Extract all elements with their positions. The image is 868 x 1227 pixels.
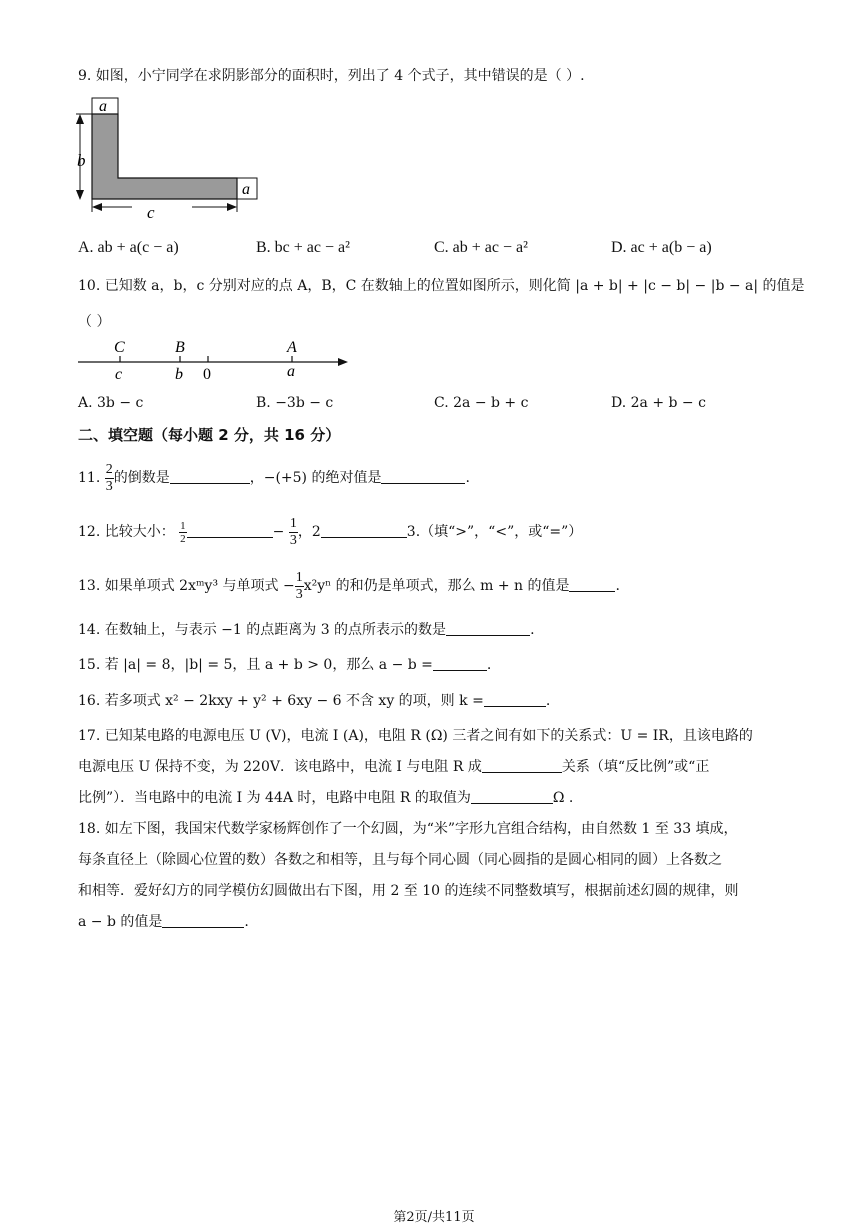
axis-label-a: a xyxy=(287,363,295,380)
q10-option-d: D. 2a + b − c xyxy=(611,395,706,411)
q18-line-4 xyxy=(78,912,249,932)
q11-number: 11. xyxy=(78,470,101,486)
q17-line-3b: Ω . xyxy=(552,790,574,806)
q15 xyxy=(78,655,491,675)
q17-line-3a: 比例”）．当电路中的电流 I 为 44A 时，电路中电阻 R 的取值为 xyxy=(78,790,471,806)
q16-blank[interactable] xyxy=(484,692,546,707)
q12-blank-1[interactable] xyxy=(187,523,273,538)
q17-line-1: 17. 已知某电路的电源电压 U (V)，电流 I (A)，电阻 R (Ω) 三者之间有如下的关系式：U = IR，且该电路的 xyxy=(78,728,753,744)
q12-frac1-den: 2 xyxy=(180,532,186,545)
q10-option-b: B. −3b − c xyxy=(256,395,334,411)
q14 xyxy=(78,620,535,640)
axis-label-b: b xyxy=(175,366,183,383)
q18-blank[interactable] xyxy=(162,913,244,928)
q18-line-4a: a − b 的值是 xyxy=(78,914,163,930)
q12-frac2-den: 3 xyxy=(289,532,297,548)
q17-blank-2[interactable] xyxy=(471,789,553,804)
q17-line-2 xyxy=(78,757,709,777)
q13-blank[interactable] xyxy=(569,577,615,592)
q11-part2: ，−(+5) 的绝对值是 xyxy=(249,470,382,486)
axis-label-B: B xyxy=(175,339,185,356)
q13-text2: x²yⁿ 的和仍是单项式，那么 m + n 的值是 xyxy=(303,578,570,594)
q15-text: 15. 若 |a| = 8，|b| = 5，且 a + b > 0，那么 a − b = xyxy=(78,657,433,673)
axis-label-A: A xyxy=(287,339,297,356)
q12-frac1-num: 1 xyxy=(180,519,186,532)
section-2-heading: 二、填空题（每小题 2 分，共 16 分） xyxy=(78,426,341,444)
q17-line-3 xyxy=(78,788,573,808)
q15-blank[interactable] xyxy=(433,656,487,671)
q13-frac-den: 3 xyxy=(295,586,303,602)
q12-minus: − xyxy=(272,524,285,540)
q9-stem: 9. 如图，小宁同学在求阴影部分的面积时，列出了 4 个式子，其中错误的是（ ）. xyxy=(78,68,585,84)
q14-end: . xyxy=(530,622,535,638)
q12-frac2-num: 1 xyxy=(289,515,297,531)
q13-text1: 13. 如果单项式 2xᵐy³ 与单项式 − xyxy=(78,578,295,594)
q16 xyxy=(78,691,550,711)
q12 xyxy=(78,514,582,550)
q9-label-a-right: a xyxy=(242,181,250,198)
q9-option-c: C. ab + ac − a² xyxy=(434,239,528,256)
axis-label-c: c xyxy=(115,366,123,383)
q15-end: . xyxy=(486,657,492,673)
q13-fraction xyxy=(295,570,304,603)
q12-end: 3.（填“>”，“<”，或“=”） xyxy=(406,524,583,540)
q11-blank-1[interactable] xyxy=(170,469,250,484)
q11-blank-2[interactable] xyxy=(381,469,465,484)
q18-line-3: 和相等．爱好幻方的同学模仿幻圆做出右下图，用 2 至 10 的连续不同整数填写，根据前述幻圆的规律，则 xyxy=(78,883,739,899)
q17-line-2a: 电源电压 U 保持不变，为 220V．该电路中，电流 I 与电阻 R 成 xyxy=(78,759,482,775)
q13-frac-num: 1 xyxy=(295,569,303,585)
q9-label-a-top: a xyxy=(99,98,107,115)
q11-end: . xyxy=(465,470,470,486)
q11-frac-den: 3 xyxy=(105,478,113,494)
q11-fraction xyxy=(105,462,114,495)
q14-blank[interactable] xyxy=(446,621,530,636)
q9-label-c: c xyxy=(147,203,155,222)
q18-end: . xyxy=(244,914,249,930)
q9-option-b: B. bc + ac − a² xyxy=(256,239,350,256)
q12-mid: ，2 xyxy=(297,524,321,540)
q9-label-b: b xyxy=(77,151,86,170)
q11-part1: 的倒数是 xyxy=(113,470,170,486)
q16-end: . xyxy=(545,693,551,709)
q10-option-c: C. 2a − b + c xyxy=(434,395,529,411)
axis-label-zero: 0 xyxy=(203,366,211,383)
q10-option-a: A. 3b − c xyxy=(78,395,144,411)
q10-paren: （ ） xyxy=(78,314,111,330)
axis-label-C: C xyxy=(114,339,125,356)
q16-text: 16. 若多项式 x² − 2kxy + y² + 6xy − 6 不含 xy 的项，则 k = xyxy=(78,693,484,709)
q12-blank-2[interactable] xyxy=(321,523,407,538)
q17-blank-1[interactable] xyxy=(482,758,562,773)
q12-fraction-2 xyxy=(289,516,298,549)
q12-fraction-1 xyxy=(179,520,187,545)
q10-stem: 10. 已知数 a，b，c 分别对应的点 A，B，C 在数轴上的位置如图所示，则化简 |a + b| + |c − b| − |b − a| 的值是 xyxy=(78,278,805,294)
q9-option-a: A. ab + a(c − a) xyxy=(78,239,179,256)
q18-line-1: 18. 如左下图，我国宋代数学家杨辉创作了一个幻圆，为“米”字形九宫组合结构，由自然数 1 至 33 填成， xyxy=(78,821,738,837)
q11-frac-num: 2 xyxy=(105,461,113,477)
q11 xyxy=(78,460,470,496)
q17-line-2b: 关系（填“反比例”或“正 xyxy=(561,759,710,775)
q13 xyxy=(78,568,620,604)
q12-prefix: 12. 比较大小： xyxy=(78,524,175,540)
q9-figure xyxy=(74,94,264,229)
q13-end: . xyxy=(615,578,620,594)
q14-text: 14. 在数轴上，与表示 −1 的点距离为 3 的点所表示的数是 xyxy=(78,622,447,638)
page-footer: 第2页/共11页 xyxy=(393,1210,475,1225)
q18-line-2: 每条直径上（除圆心位置的数）各数之和相等，且与每个同心圆（同心圆指的是圆心相同的圆）上各数之 xyxy=(78,852,722,868)
q9-option-d: D. ac + a(b − a) xyxy=(611,239,712,256)
q10-number-line xyxy=(76,336,356,384)
